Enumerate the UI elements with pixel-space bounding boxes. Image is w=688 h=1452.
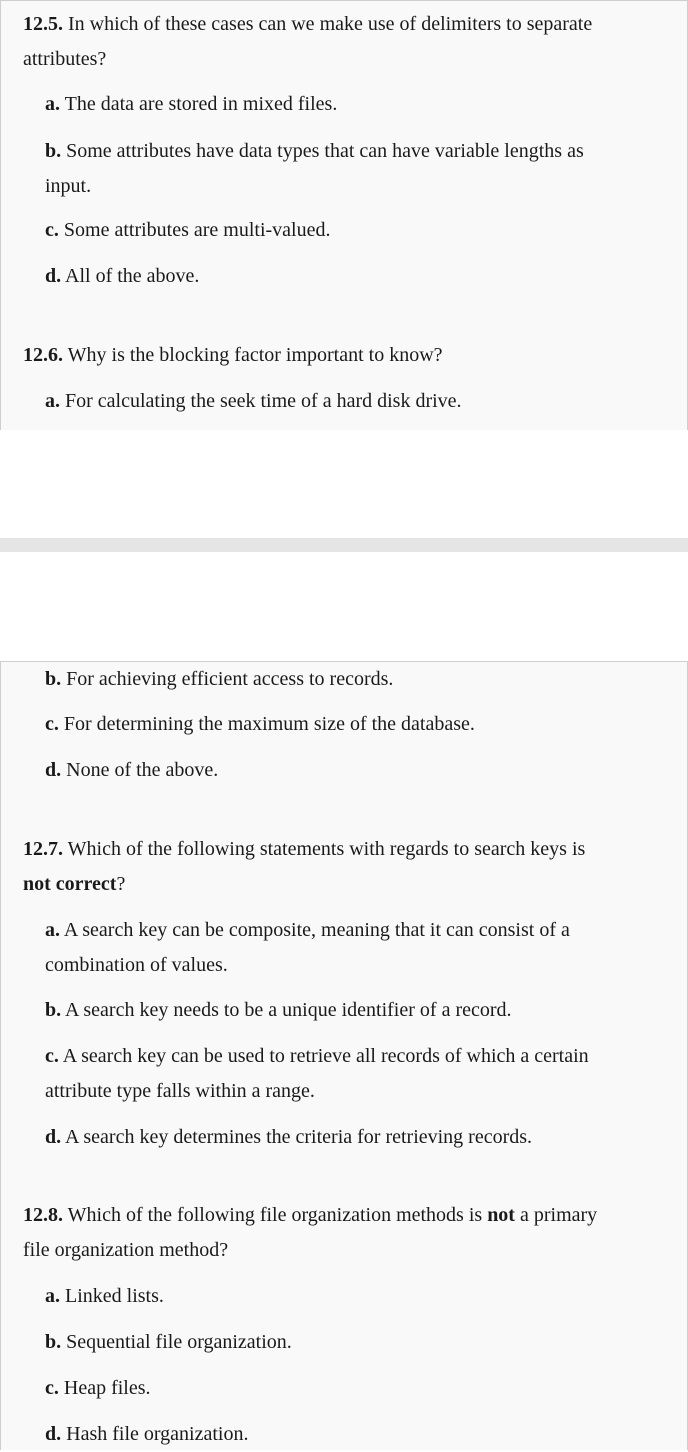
option-12-6-a xyxy=(45,384,462,419)
option-text: Sequential file organization. xyxy=(66,1331,292,1353)
option-letter: b. xyxy=(45,140,62,162)
option-text: A search key can be composite, meaning that it can consist of a xyxy=(63,919,570,941)
option-letter: d. xyxy=(45,1126,62,1148)
option-12-8-d xyxy=(45,1417,248,1452)
option-text: Some attributes are multi-valued. xyxy=(63,219,331,241)
question-number: 12.5. xyxy=(23,13,63,35)
option-letter: a. xyxy=(45,390,60,412)
option-text: For determining the maximum size of the database. xyxy=(63,713,475,735)
option-letter: b. xyxy=(45,668,62,690)
option-letter: a. xyxy=(45,93,60,115)
option-12-8-c xyxy=(45,1371,151,1406)
question-text: Which of the following file organization methods is xyxy=(67,1204,483,1226)
option-letter: a. xyxy=(45,1285,60,1307)
option-text: Linked lists. xyxy=(65,1285,164,1307)
option-12-7-d xyxy=(45,1120,532,1155)
question-12-5-line2: attributes? xyxy=(23,48,107,70)
question-12-8-line2: file organization method? xyxy=(23,1239,229,1261)
option-text: The data are stored in mixed files. xyxy=(64,93,338,115)
option-text: All of the above. xyxy=(65,265,200,287)
option-12-5-a xyxy=(45,87,337,122)
question-number: 12.7. xyxy=(23,838,63,860)
option-letter: c. xyxy=(45,219,59,241)
option-12-7-c xyxy=(45,1039,589,1074)
option-text: For achieving efficient access to records. xyxy=(66,668,394,690)
question-text-end: a primary xyxy=(519,1204,598,1226)
option-12-7-a xyxy=(45,913,570,948)
option-text: Heap files. xyxy=(63,1377,151,1399)
option-letter: d. xyxy=(45,265,62,287)
question-12-7-line2 xyxy=(23,867,125,902)
option-12-8-b xyxy=(45,1325,292,1360)
option-text: None of the above. xyxy=(66,759,219,781)
option-12-6-b xyxy=(45,662,393,697)
question-12-6 xyxy=(23,338,443,373)
page-break-bar xyxy=(0,538,688,552)
emphasis-text: not correct xyxy=(23,873,117,895)
option-letter: d. xyxy=(45,1423,62,1445)
option-12-5-b-line2: input. xyxy=(45,175,92,197)
option-12-5-c xyxy=(45,213,330,248)
option-letter: b. xyxy=(45,999,62,1021)
option-12-8-a xyxy=(45,1279,164,1314)
option-letter: c. xyxy=(45,1045,59,1067)
question-number: 12.6. xyxy=(23,344,63,366)
option-text: Some attributes have data types that can have variable lengths as xyxy=(66,140,584,162)
option-12-5-b xyxy=(45,134,584,169)
option-12-7-a-line2: combination of values. xyxy=(45,954,228,976)
question-12-7 xyxy=(23,832,585,867)
question-12-5 xyxy=(23,7,592,42)
question-text: Why is the blocking factor important to know? xyxy=(67,344,443,366)
question-text: In which of these cases can we make use of delimiters to separate xyxy=(68,13,593,35)
question-text: Which of the following statements with regards to search keys is xyxy=(67,838,586,860)
option-letter: c. xyxy=(45,713,59,735)
option-letter: b. xyxy=(45,1331,62,1353)
option-text: Hash file organization. xyxy=(66,1423,249,1445)
option-text: A search key determines the criteria for retrieving records. xyxy=(65,1126,533,1148)
option-letter: a. xyxy=(45,919,60,941)
option-letter: d. xyxy=(45,759,62,781)
option-12-7-b xyxy=(45,993,512,1028)
emphasis-text: not xyxy=(487,1204,515,1226)
option-12-6-d xyxy=(45,753,218,788)
option-12-6-c xyxy=(45,707,475,742)
option-12-7-c-line2: attribute type falls within a range. xyxy=(45,1080,315,1102)
option-12-5-d xyxy=(45,259,199,294)
option-text: For calculating the seek time of a hard disk drive. xyxy=(65,390,462,412)
question-number: 12.8. xyxy=(23,1204,63,1226)
option-text: A search key needs to be a unique identifier of a record. xyxy=(65,999,512,1021)
question-punctuation: ? xyxy=(116,873,126,895)
option-text: A search key can be used to retrieve all records of which a certain xyxy=(62,1045,589,1067)
question-12-8 xyxy=(23,1198,597,1233)
option-letter: c. xyxy=(45,1377,59,1399)
